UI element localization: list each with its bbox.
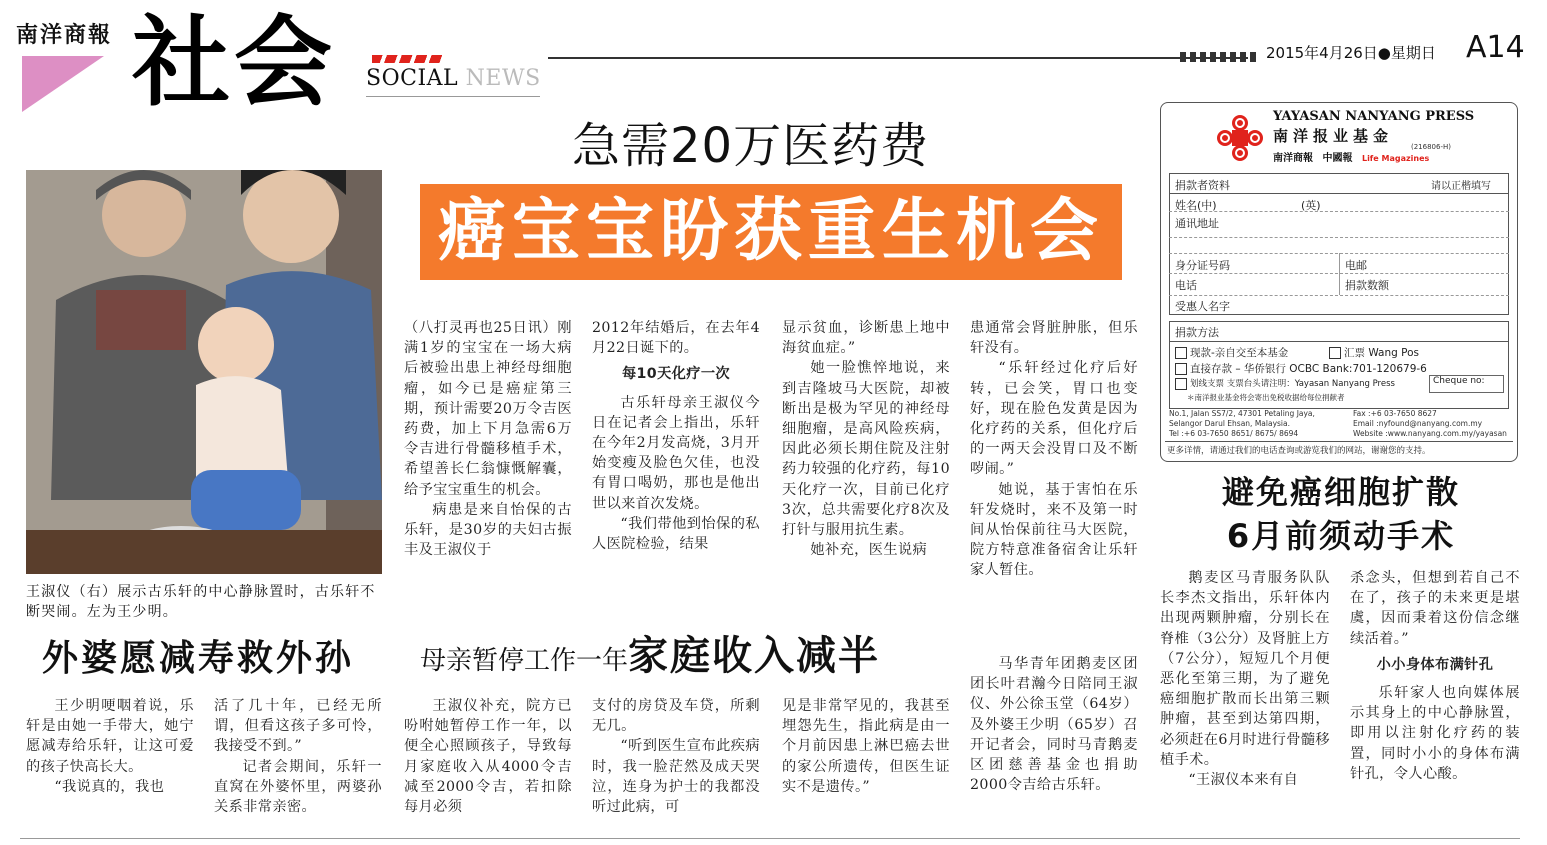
main-col2-para: 古乐轩母亲王淑仪今日在记者会上指出，乐轩在今年2月发高烧，3月开始变瘦及脸色欠佳，也没有胃口喝奶，那也是他出世以来首次发烧。 [592, 394, 760, 512]
income-col2-para: 支付的房贷及车贷，所剩无几。 [592, 698, 760, 735]
foundation-address: No.1, Jalan SS7/2, 47301 Petaling Jaya, Selangor Darul Ehsan, Malaysia. [1169, 409, 1315, 428]
news-photo [26, 170, 382, 574]
checkbox[interactable] [1175, 378, 1187, 390]
income-headline-big: 家庭收入减半 [628, 633, 881, 679]
income-col-4 [970, 654, 1138, 795]
income-headline-small: 母亲暂停工作一年 [420, 646, 629, 676]
donation-form [1160, 102, 1518, 462]
red-stripes [372, 55, 442, 63]
form-footer: 更多详情，请通过我们的电话查询或游览我们的网站，谢谢您的支持。 [1167, 446, 1431, 456]
surgery-headline-1: 避免癌细胞扩散 [1221, 473, 1460, 511]
tax-note: ＊南洋报业基金将会寄出免税收据给每位捐献者 [1187, 393, 1345, 402]
income-col2-para: “听到医生宣布此疾病时，我一脸茫然及成天哭泣，连身为护士的我都没听过此病，可 [592, 738, 760, 816]
fill-note: 请以正楷填写 [1431, 181, 1491, 192]
surgery-col-2 [1350, 568, 1520, 784]
logo-nanyang: 南洋商報 [1273, 153, 1313, 164]
method-wangpos[interactable] [1329, 345, 1419, 360]
email-field-label[interactable]: 电邮 [1345, 259, 1367, 272]
main-col1-para: （八打灵再也25日讯）刚满1岁的宝宝在一场大病后被验出患上神经母细胞瘤，如今已是癌症第三期，预计需要20万令吉医药费，加上下月急需6万令吉进行骨髓移植手术，希望善长仁翁慷慨解囊，给予宝宝重生的机会。 [404, 320, 572, 498]
bottom-rule [20, 838, 1520, 839]
form-org-en: YAYASAN NANYANG PRESS [1273, 109, 1475, 124]
main-col4-para: 她说，基于害怕在乐轩发烧时，来不及第一时间从怡保前往马大医院，院方特意准备宿舍让乐轩家人暂住。 [970, 481, 1138, 579]
cheque-no-field[interactable]: Cheque no: [1429, 375, 1504, 393]
form-dash [1169, 237, 1509, 238]
main-col-1 [404, 318, 572, 560]
method-cheque[interactable] [1175, 377, 1395, 390]
address-label[interactable]: 通讯地址 [1175, 217, 1219, 230]
method-bank[interactable] [1175, 361, 1427, 376]
phone-label[interactable]: 电话 [1175, 279, 1197, 292]
main-col3-para: 她一脸憔悴地说，来到吉隆坡马大医院，却被断出是极为罕见的神经母细胞瘤，是高风险疾病，因此必须长期住院及注射药力较强的化疗药，每10天化疗一次，目前已化疗3次，总共需要化疗8次及打针与服用抗生素。 [782, 360, 950, 539]
main-col1-para: 病患是来自怡保的古乐轩，是30岁的夫妇古振丰及王淑仪于 [404, 501, 572, 559]
surgery-headline-2: 6月前须动手术 [1226, 517, 1456, 555]
main-headline: 癌宝宝盼获重生机会 [420, 184, 1122, 280]
surgery-col2-para: 杀念头，但想到若自己不在了，孩子的未来更是堪虞，因而秉着这份信念继续活着。” [1350, 570, 1520, 647]
name-en-label[interactable]: (英) [1301, 199, 1321, 212]
grandma-col2-para: 活了几十年，已经无所谓，但看这孩子多可怜，我接受不到。” [214, 698, 382, 755]
form-org-cn: 南洋报业基金 [1273, 127, 1394, 145]
header-rule [548, 57, 1248, 59]
foundation-fax: Fax :+6 03-7650 8627 [1353, 409, 1437, 418]
form-divider [1169, 341, 1509, 342]
logo-life: Life Magazines [1361, 154, 1430, 163]
form-reg-no: (216806-H) [1411, 143, 1451, 151]
photo-illustration [26, 170, 382, 574]
main-kicker: 急需20万医药费 [572, 118, 930, 174]
main-col-4 [970, 318, 1138, 581]
income-col3-para: 见是非常罕见的，我甚至埋怨先生，指此病是由一个月前因患上淋巴癌去世的家公所遗传，但医生证实不是遗传。” [782, 698, 950, 795]
page-number: A14 [1466, 30, 1525, 65]
surgery-col1-para: “王淑仪本来有自 [1188, 772, 1299, 789]
main-col2-subhead: 每10天化疗一次 [621, 366, 731, 383]
main-col2-para: 2012年结婚后，在去年4月22日诞下的。 [592, 320, 760, 357]
section-en-social: SOCIAL [366, 66, 459, 91]
income-col4-para: 马华青年团鹅麦区团团长叶君瀚今日陪同王淑仪、外公徐玉堂（64岁）及外婆王少明（65岁）召开记者会，同时马青鹅麦区团慈善基金也捐助2000令吉给古乐轩。 [970, 656, 1138, 794]
income-headline [420, 626, 880, 694]
section-title: 社会 [132, 6, 337, 120]
main-col4-para: 患通常会肾脏肿胀，但乐轩没有。 [970, 320, 1138, 357]
donor-info-title: 捐款者资料 [1175, 179, 1230, 192]
form-divider [1165, 441, 1513, 442]
foundation-website: Website :www.nanyang.com.my/yayasan [1353, 429, 1507, 438]
grandma-col1-para: 王少明哽咽着说，乐轩是由她一手带大，她宁愿减寿给乐轩，让这可爱的孩子快高长大。 [26, 698, 194, 775]
section-en-news: NEWS [465, 66, 541, 91]
form-divider [1169, 193, 1509, 194]
recipient-label[interactable]: 受惠人名字 [1175, 300, 1230, 313]
surgery-col1-para: 鹅麦区马青服务队队长李杰文指出，乐轩体内出现两颗肿瘤，分别长在脊椎（3公分）及肾脏上方（7公分），短短几个月便恶化至第三期，为了避免癌细胞扩散而长出第三颗肿瘤，甚至到达第四期，必须赶在6月时进行骨髓移植手术。 [1160, 570, 1330, 768]
method-title: 捐款方法 [1175, 326, 1219, 339]
section-underline [366, 96, 540, 97]
main-col-3 [782, 318, 950, 560]
surgery-col-1 [1160, 568, 1330, 790]
photo-caption: 王淑仪（右）展示古乐轩的中心静脉置时，古乐轩不断哭闹。左为王少明。 [26, 584, 376, 620]
form-dash [1169, 273, 1509, 274]
section-en [366, 66, 541, 91]
form-vdivider [1339, 253, 1340, 295]
checkbox[interactable] [1329, 347, 1341, 359]
method-cash[interactable] [1175, 345, 1288, 360]
income-col-1 [404, 696, 572, 817]
surgery-col2-para: 乐轩家人也向媒体展示其身上的中心静脉置，即用以注射化疗药的装置，同时小小的身体布满针孔，令人心酸。 [1350, 685, 1520, 782]
foundation-tel: Tel :+6 03-7650 8651/ 8675/ 8694 [1169, 429, 1299, 438]
income-col-3 [782, 696, 950, 797]
income-col-2 [592, 696, 760, 817]
main-col4-para: “乐轩经过化疗后好转，已会笑，胃口也变好，现在脸色发黄是因为化疗药的关系，但化疗后的一两天会没胃口及不断哕闹。” [970, 360, 1138, 478]
form-dash [1169, 211, 1509, 212]
ic-label[interactable]: 身分证号码 [1175, 259, 1230, 272]
grandma-col-2 [214, 696, 382, 817]
checkbox[interactable] [1175, 363, 1187, 375]
pink-triangle [22, 56, 104, 112]
grandma-col2-para: 记者会期间，乐轩一直窝在外婆怀里，两婆孙关系非常亲密。 [214, 758, 382, 816]
main-col3-para: 显示贫血，诊断患上地中海贫血症。” [782, 320, 950, 357]
grandma-col1-para: “我说真的，我也 [54, 778, 165, 795]
paper-name: 南洋商報 [16, 22, 113, 48]
issue-date: 2015年4月26日●星期日 [1266, 44, 1436, 62]
method-bank-label: 直接存款 – 华侨银行 OCBC Bank:701-120679-6 [1190, 363, 1427, 375]
method-cash-label: 现款-亲自交至本基金 [1190, 347, 1289, 359]
form-logos [1273, 149, 1429, 164]
surgery-col2-subhead: 小小身体布满针孔 [1376, 656, 1494, 673]
name-label[interactable]: 姓名(中) [1175, 199, 1217, 212]
checkbox[interactable] [1175, 347, 1187, 359]
foundation-logo-icon [1215, 113, 1265, 163]
foundation-email: Email :nyfound@nanyang.com.my [1353, 419, 1483, 428]
income-col1-para: 王淑仪补充，院方已吩咐她暂停工作一年，以便全心照顾孩子，导致每月家庭收入从4000令吉减至2000令吉，若扣除每月必须 [404, 698, 572, 816]
grandma-headline: 外婆愿减寿救外孙 [42, 638, 355, 679]
method-cheque-label: 划线支票 支票台头请注明：Yayasan Nanyang Press [1190, 379, 1395, 389]
method-wangpos-label: 汇票 Wang Pos [1344, 347, 1419, 359]
main-col3-para: 她补充，医生说病 [810, 542, 928, 559]
logo-chinapress: 中國報 [1322, 153, 1353, 164]
amount-label[interactable]: 捐款数额 [1345, 279, 1389, 292]
main-col-2 [592, 318, 760, 554]
header-rule-dashes [1180, 52, 1260, 62]
main-col2-para: “我们带他到怡保的私人医院检验，结果 [592, 515, 760, 553]
grandma-col-1 [26, 696, 194, 797]
form-dash [1169, 295, 1509, 296]
